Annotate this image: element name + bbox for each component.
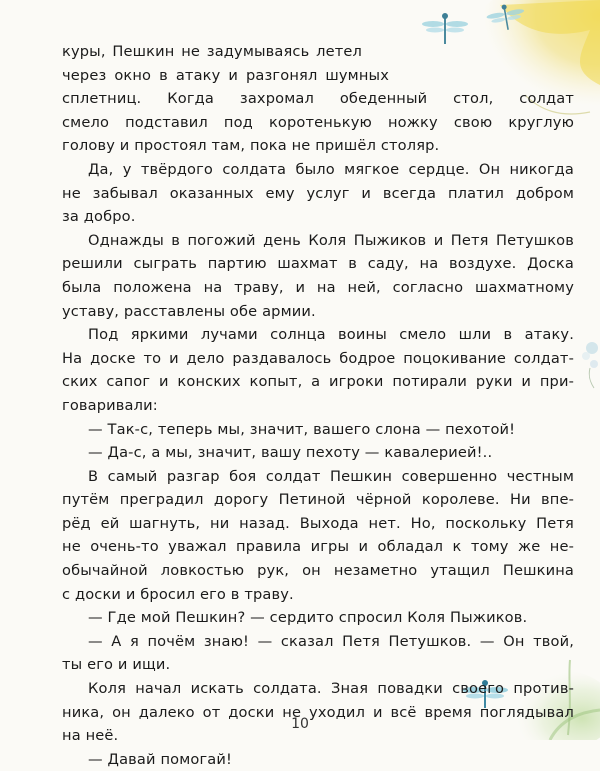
- text-line: решили сыграть партию шахмат в саду, на воздухе. Доска: [62, 255, 574, 273]
- text-line: была положена на траву, и на ней, согласно шахматному: [62, 278, 574, 296]
- text-line: за добро.: [62, 208, 136, 226]
- text-line: ских сапог и конских копыт, а игроки потирали руки и при-: [62, 373, 574, 391]
- text-line: — Давай помогай!: [88, 750, 232, 768]
- text-line: В самый разгар боя солдат Пешкин совершенно честным: [88, 467, 574, 485]
- text-line: смело подставил под коротенькую ножку свою круглую: [62, 113, 574, 131]
- page-number: 10: [291, 716, 309, 732]
- text-line: сплетниц. Когда захромал обеденный стол, солдат: [62, 90, 574, 108]
- text-line: не забывал оказанных ему услуг и всегда платил добром: [62, 184, 574, 202]
- text-line: уставу, расставлены обе армии.: [62, 302, 316, 320]
- text-line: ника, он далеко от доски не уходил и всё время поглядывал: [62, 703, 574, 721]
- text-line: куры, Пешкин не задумываясь летел: [62, 43, 362, 60]
- story-text: [62, 40, 574, 771]
- text-line: Под яркими лучами солнца воины смело шли в атаку.: [88, 326, 574, 344]
- text-line: голову и простоял там, пока не пришёл столяр.: [62, 137, 440, 155]
- text-line: Однажды в погожий день Коля Пыжиков и Петя Петушков: [88, 231, 574, 249]
- text-line: ты его и ищи.: [62, 656, 171, 674]
- text-line: — Где мой Пешкин? — сердито спросил Коля Пыжиков.: [88, 609, 528, 627]
- text-line: — Да-с, а мы, значит, вашу пехоту — кавалерией!..: [88, 444, 493, 462]
- text-line: обычайной ловкостью рук, он незаметно утащил Пешкина: [62, 562, 574, 580]
- text-line: — А я почём знаю! — сказал Петя Петушков. — Он твой,: [88, 632, 574, 650]
- text-line: на неё.: [62, 727, 119, 745]
- text-line: Коля начал искать солдата. Зная повадки своего против-: [88, 680, 574, 698]
- text-line: рёд ей шагнуть, ни назад. Выхода нет. Но, поскольку Петя: [62, 514, 574, 532]
- text-line: не очень-то уважал правила игры и обладал к тому же не-: [62, 538, 574, 556]
- text-line: Да, у твёрдого солдата было мягкое сердце. Он никогда: [88, 160, 574, 178]
- text-line: говаривали:: [62, 396, 158, 414]
- text-line: путём преградил дорогу Петиной чёрной королеве. Ни впе-: [62, 491, 574, 509]
- text-line: — Так-с, теперь мы, значит, вашего слона — пехотой!: [88, 420, 516, 438]
- text-line: через окно в атаку и разгонял шумных: [62, 66, 389, 84]
- text-line: На доске то и дело раздавалось бодрое поцокивание солдат-: [62, 349, 574, 367]
- text-line: с доски и бросил его в траву.: [62, 585, 294, 603]
